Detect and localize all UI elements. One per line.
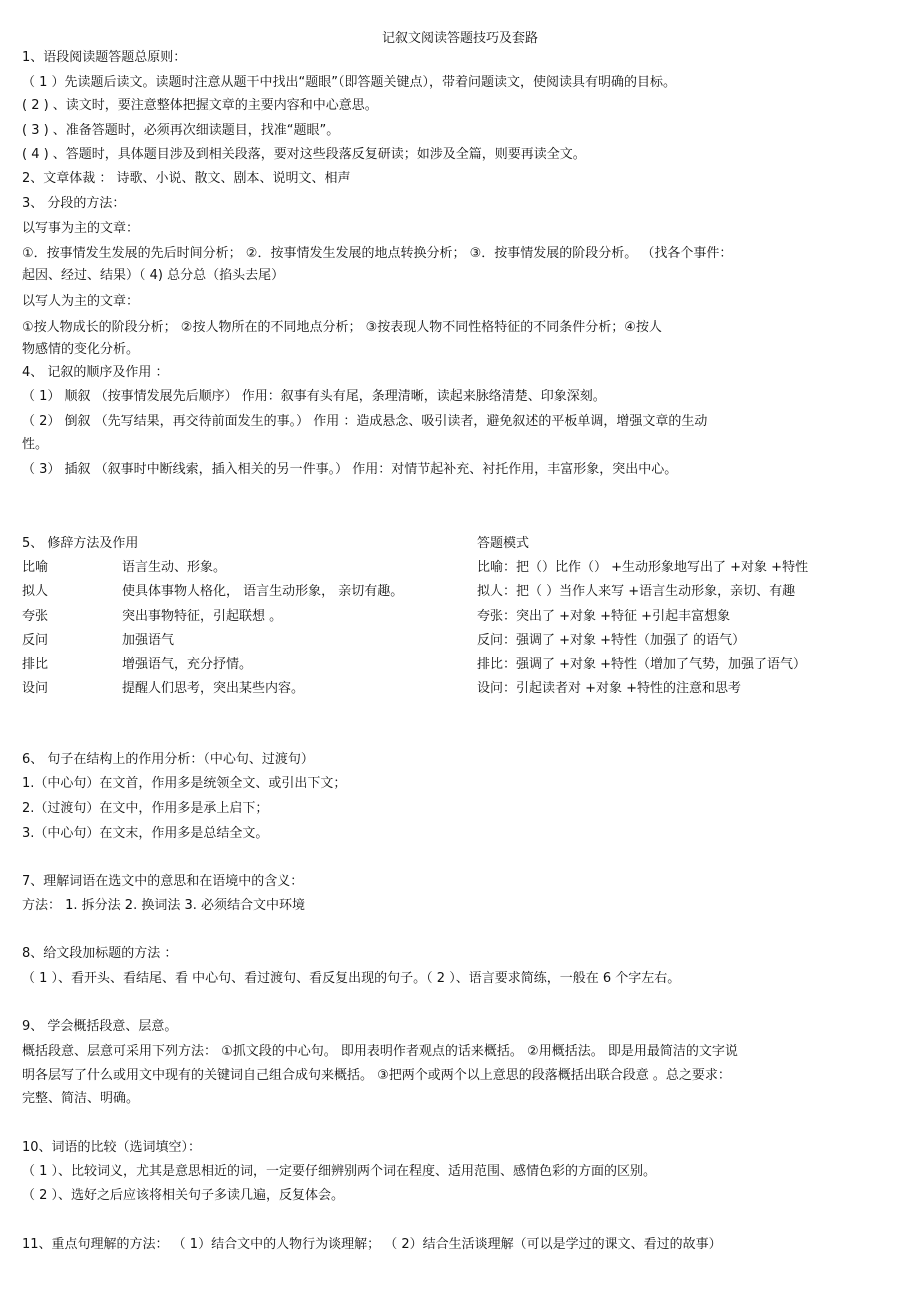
section-10-heading: 10、词语的比较（选词填空）： (22, 1140, 202, 1155)
summary-methods-line-1: 概括段意、层意可采用下列方法： ①抓文段的中心句。 即用表明作者观点的话来概括。 ②用概括法。 即是用最简洁的文字说 (22, 1044, 738, 1059)
sentence-role-3: 3.（中心句）在文末，作用多是总结全文。 (22, 826, 269, 841)
section-9-heading: 9、 学会概括段意、层意。 (22, 1019, 178, 1034)
word-compare-2: （ 2 ）、选好之后应该将相关句子多读几遍，反复体会。 (22, 1188, 345, 1203)
person-methods-line-2: 物感情的变化分析。 (22, 342, 140, 357)
summary-methods-line-3: 完整、简洁、明确。 (22, 1091, 140, 1106)
rhetoric-name: 拟人 (22, 584, 49, 599)
sentence-role-2: 2.（过渡句）在文中，作用多是承上启下； (22, 801, 269, 816)
order-flashback-line-2: 性。 (22, 437, 49, 452)
section-1-heading: 1、语段阅读题答题总原则： (22, 50, 187, 65)
section-11-heading: 11、重点句理解的方法： （ 1）结合文中的人物行为谈理解； （ 2）结合生活谈理解（可以是学过的课文、看过的故事） (22, 1237, 722, 1252)
answer-mode-heading: 答题模式 (477, 536, 530, 551)
rhetoric-name: 夸张 (22, 609, 49, 624)
principle-4: ( 4 ) 、答题时，具体题目涉及到相关段落，要对这些段落反复研读；如涉及全篇，则要再读全文。 (22, 147, 586, 162)
rhetoric-template: 拟人：把（ ）当作人来写 +语言生动形象，亲切、有趣 (477, 584, 796, 599)
person-articles-heading: 以写人为主的文章： (22, 294, 140, 309)
rhetoric-effect: 提醒人们思考，突出某些内容。 (122, 681, 305, 696)
rhetoric-effect: 增强语气，充分抒情。 (122, 657, 253, 672)
rhetoric-template: 比喻：把（）比作（） +生动形象地写出了 +对象 +特性 (477, 560, 809, 575)
rhetoric-name: 排比 (22, 657, 49, 672)
rhetoric-template: 设问：引起读者对 +对象 +特性的注意和思考 (477, 681, 742, 696)
principle-2: ( 2 ) 、读文时，要注意整体把握文章的主要内容和中心意思。 (22, 98, 378, 113)
rhetoric-effect: 突出事物特征，引起联想 。 (122, 609, 283, 624)
word-compare-1: （ 1 ）、比较词义，尤其是意思相近的词，一定要仔细辨别两个词在程度、适用范围、感情色彩的方面的区别。 (22, 1164, 657, 1179)
title-methods: （ 1 ）、看开头、看结尾、看 中心句、看过渡句、看反复出现的句子。（ 2 ）、语言要求简练，一般在 6 个字左右。 (22, 971, 681, 986)
section-2-genres: 2、文章体裁 ： 诗歌、小说、散文、剧本、说明文、相声 (22, 171, 351, 186)
section-3-heading: 3、 分段的方法： (22, 196, 126, 211)
rhetoric-template: 排比：强调了 +对象 +特性（增加了气势，加强了语气） (477, 657, 807, 672)
principle-1: （ 1 ）先读题后读文。读题时注意从题干中找出“题眼”（即答题关键点），带着问题读文，使阅读具有明确的目标。 (22, 75, 677, 90)
rhetoric-effect: 语言生动、形象。 (122, 560, 227, 575)
section-6-heading: 6、 句子在结构上的作用分析：（中心句、过渡句） (22, 752, 314, 767)
word-methods: 方法： 1. 拆分法 2. 换词法 3. 必须结合文中环境 (22, 898, 306, 913)
section-4-heading: 4、 记叙的顺序及作用 ： (22, 365, 169, 380)
order-interpolation: （ 3） 插叙 （叙事时中断线索，插入相关的另一件事。） 作用：对情节起补充、衬托作用，丰富形象，突出中心。 (22, 462, 678, 477)
event-methods-line-2: 起因、经过、结果）（ 4) 总分总（掐头去尾） (22, 268, 285, 283)
event-methods-line-1: ①．按事情发生发展的先后时间分析； ②．按事情发生发展的地点转换分析； ③．按事情发展的阶段分析。 （找各个事件： (22, 246, 733, 261)
event-articles-heading: 以写事为主的文章： (22, 221, 140, 236)
rhetoric-effect: 加强语气 (122, 633, 175, 648)
order-flashback-line-1: （ 2） 倒叙 （先写结果，再交待前面发生的事。） 作用 ：造成悬念、吸引读者，避免叙述的平板单调，增强文章的生动 (22, 414, 708, 429)
section-8-heading: 8、给文段加标题的方法 ： (22, 946, 178, 961)
rhetoric-name: 反问 (22, 633, 49, 648)
document-title: 记叙文阅读答题技巧及套路 (381, 31, 538, 46)
summary-methods-line-2: 明各层写了什么或用文中现有的关键词自己组合成句来概括。 ③把两个或两个以上意思的段落概括出联合段意 。总之要求： (22, 1068, 731, 1083)
rhetoric-template: 夸张：突出了 +对象 +特征 +引起丰富想象 (477, 609, 731, 624)
rhetoric-effect: 使具体事物人格化， 语言生动形象， 亲切有趣。 (122, 584, 404, 599)
rhetoric-name: 设问 (22, 681, 49, 696)
sentence-role-1: 1.（中心句）在文首，作用多是统领全文、或引出下文； (22, 776, 347, 791)
principle-3: ( 3 ) 、准备答题时，必须再次细读题目，找准“题眼”。 (22, 123, 340, 138)
person-methods-line-1: ①按人物成长的阶段分析； ②按人物所在的不同地点分析； ③按表现人物不同性格特征的不同条件分析；④按人 (22, 320, 662, 335)
order-forward: （ 1） 顺叙 （按事情发展先后顺序） 作用：叙事有头有尾，条理清晰，读起来脉络清楚、印象深刻。 (22, 389, 606, 404)
rhetoric-template: 反问：强调了 +对象 +特性（加强了 的语气） (477, 633, 746, 648)
rhetoric-name: 比喻 (22, 560, 49, 575)
section-5-heading: 5、 修辞方法及作用 (22, 536, 139, 551)
section-7-heading: 7、理解词语在选文中的意思和在语境中的含义： (22, 874, 304, 889)
